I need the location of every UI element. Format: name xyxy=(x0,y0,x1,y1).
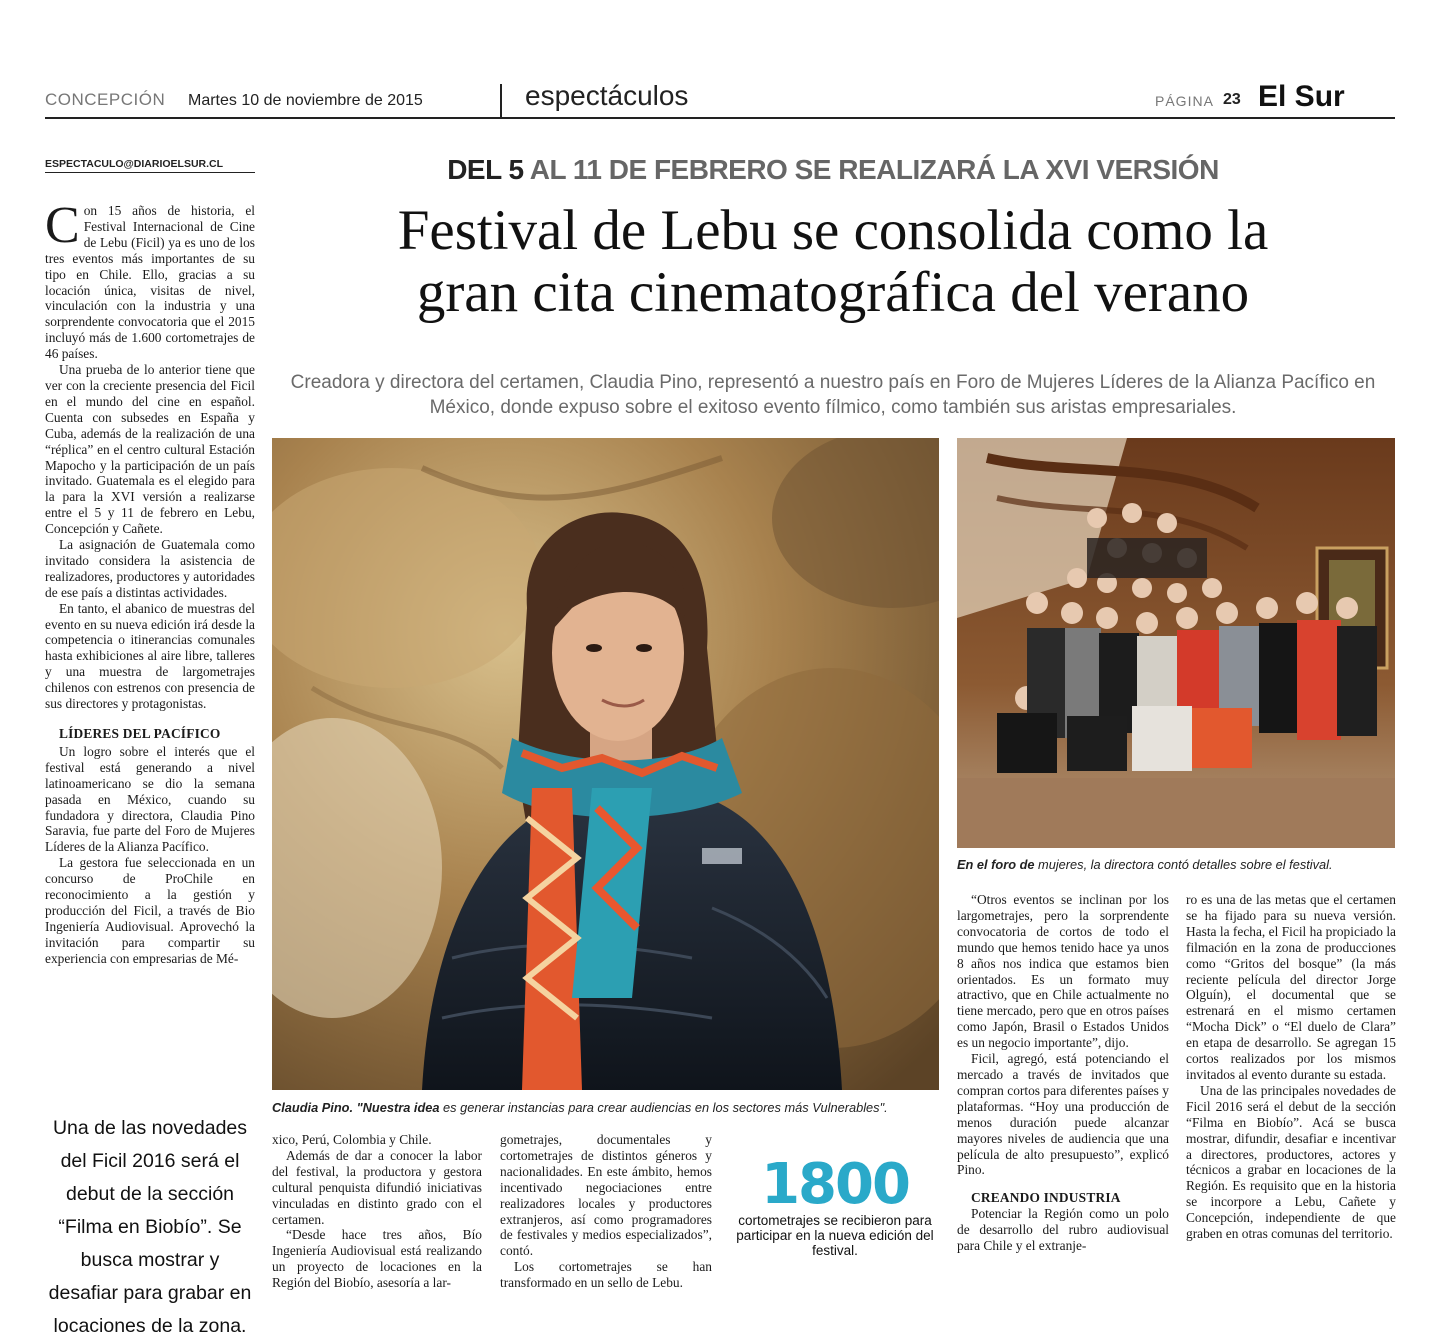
paragraph: La asignación de Guatemala como invitado considera la asistencia de realizadores, productores y autoridades de ese país a distintas actividades. xyxy=(45,537,255,600)
article-column-c xyxy=(957,892,1169,1254)
group-photo-caption: En el foro de mujeres, la directora contó detalles sobre el festival. xyxy=(957,857,1333,872)
paragraph: En tanto, el abanico de muestras del evento en su nueva edición irá desde la competencia o itinerancias comunales hasta exhibiciones al aire libre, talleres y una muestra de largometrajes chilenos con estrenos con presencia de sus directores y protagonistas. xyxy=(45,600,255,712)
headline xyxy=(272,200,1394,324)
paragraph: “Desde hace tres años, Bío Ingeniería Audiovisual está realizando un proyecto de locaciones en la Región del Biobío, asesoría a lar- xyxy=(272,1227,482,1291)
article-column-b xyxy=(500,1132,712,1291)
headline-line-2: gran cita cinematográfica del verano xyxy=(416,261,1250,324)
paragraph: Potenciar la Región como un polo de desarrollo del rubro audiovisual para Chile y el extranje- xyxy=(957,1206,1169,1254)
article-column-a xyxy=(272,1132,482,1291)
newspaper-logo: El Sur xyxy=(1258,80,1345,113)
kicker: DEL 5 AL 11 DE FEBRERO SE REALIZARÁ LA XVI VERSIÓN xyxy=(447,154,1219,185)
paragraph: Una de las principales novedades de Ficil 2016 será el debut de la sección “Filma en Biobío”. Acá se busca mostrar, difundir, desafiar e incentivar a directores, productores, actores y técnicos a grabar en locaciones de la Región. Es requisito que en la historia se incorpore a Lebu, Cañete y Concepción, independiente de que graben en otras comunas del territorio. xyxy=(1186,1082,1396,1242)
paragraph: gometrajes, documentales y cortometrajes de distintos géneros y nacionalidades. En este ámbito, hemos incentivado negociaciones entre realizadores locales y productores extranjeros, así como programadores de festivales y medios especializados”, contó. xyxy=(500,1132,712,1259)
paragraph: La gestora fue seleccionada en un concurso de ProChile en reconocimiento a la gestión y producción del Ficil, a través de Bio Ingeniería Audiovisual. Aprovechó la invitación para compartir su experiencia con empresarias de Mé- xyxy=(45,855,255,966)
portrait-photo-illustration xyxy=(272,438,939,1090)
subheading: CREANDO INDUSTRIA xyxy=(971,1190,1121,1206)
header-date: Martes 10 de noviembre de 2015 xyxy=(188,92,423,109)
page-number: 23 xyxy=(1223,91,1241,108)
header-divider xyxy=(500,84,502,118)
paragraph: Además de dar a conocer la labor del festival, la productora y gestora cultural penquista difundió iniciativas vinculadas en distinto grado con el certamen. xyxy=(272,1147,482,1227)
left-column xyxy=(45,197,255,967)
header-city: CONCEPCIÓN xyxy=(45,90,166,109)
paragraph: ro es una de las metas que el certamen se ha fijado para su nueva versión. Hasta la fecha, el Ficil ha propiciado la filmación en la zona de producciones como “Gritos del bosque” (la más reciente película del director Jorge Olguín), el documental que se estrenará en el mismo certamen “Mocha Dick” o “El duelo de Clara” en etapa de desarrollo. Se agregan 15 cortos realizados por los mismos invitados al evento durante su estada. xyxy=(1186,892,1396,1082)
drop-cap: C xyxy=(45,197,80,254)
group-photo xyxy=(957,438,1395,848)
headline-line-1: Festival de Lebu se consolida como la xyxy=(397,199,1269,262)
group-photo-illustration xyxy=(957,438,1395,848)
paragraph: Con 15 años de historia, el Festival Internacional de Cine de Lebu (Ficil) ya es uno de los tres eventos más importantes de su tipo en Chile. Ello, gracias a su locación única, visitas de nivel, vinculación con la industria y una sorprendente convocatoria que el 2015 incluyó más de 1.600 cortometrajes de 46 países. xyxy=(45,197,255,362)
fact-box-number: 1800 xyxy=(761,1152,909,1217)
paragraph: Ficil, agregó, está potenciando el mercado a través de invitados que compran cortos para diferentes países y plataformas. “Hoy una producción de menos duración puede alcanzar mayores niveles de audiencia que una película de alto presupuesto”, explicó Pino. xyxy=(957,1051,1169,1178)
page-label: PÁGINA xyxy=(1155,93,1214,109)
paragraph: xico, Perú, Colombia y Chile. xyxy=(272,1132,432,1147)
paragraph: “Otros eventos se inclinan por los largometrajes, pero la sorprendente convocatoria de cortos de todo el mundo que hemos tenido hace ya unos 8 años nos indica que estamos bien orientados. Es un formato muy atractivo, que en Chile actualmente no tiene mercado, pero que en otros países como Japón, Brasil o Estados Unidos es un negocio importante”, dijo. xyxy=(957,892,1169,1051)
paragraph: Una prueba de lo anterior tiene que ver con la creciente presencia del Ficil en el mundo del cine en español. Cuenta con subsedes en España y Cuba, además de la realización de una “réplica” en el centro cultural Estación Mapocho y la participación de un país invitado. Guatemala es el elegido para la para la XVI versión a realizarse entre el 5 y 11 de febrero en Lebu, Concepción y Cañete. xyxy=(45,362,255,537)
paragraph: Los cortometrajes se han transformado en un sello de Lebu. xyxy=(500,1259,712,1291)
subheading: LÍDERES DEL PACÍFICO xyxy=(59,726,221,741)
header-rule xyxy=(45,117,1395,119)
section-email: ESPECTACULO@DIARIOELSUR.CL xyxy=(45,158,255,173)
main-photo xyxy=(272,438,939,1090)
article-column-d xyxy=(1186,892,1396,1242)
section-name: espectáculos xyxy=(525,80,689,111)
pull-quote: Una de las novedades del Ficil 2016 será el debut de la sección “Filma en Biobío”. Se busca mostrar y desafiar para grabar en locaciones de la zona. xyxy=(48,1117,252,1337)
deck: Creadora y directora del certamen, Claudia Pino, representó a nuestro país en Foro de Mujeres Líderes de la Alianza Pacífico en México, donde expuso sobre el exitoso evento fílmico, como también sus aristas empresariales. xyxy=(290,372,1376,418)
fact-box-text: cortometrajes se recibieron para participar en la nueva edición del festival. xyxy=(736,1213,934,1258)
main-photo-caption: Claudia Pino. "Nuestra idea es generar instancias para crear audiencias en los sectores más Vulnerables". xyxy=(272,1100,888,1115)
paragraph: Un logro sobre el interés que el festival está generando a nivel latinoamericano se dio la semana pasada en México, cuando su fundadora y directora, Claudia Pino Saravia, fue parte del Foro de Mujeres Líderes de la Alianza Pacífico. xyxy=(45,743,255,855)
